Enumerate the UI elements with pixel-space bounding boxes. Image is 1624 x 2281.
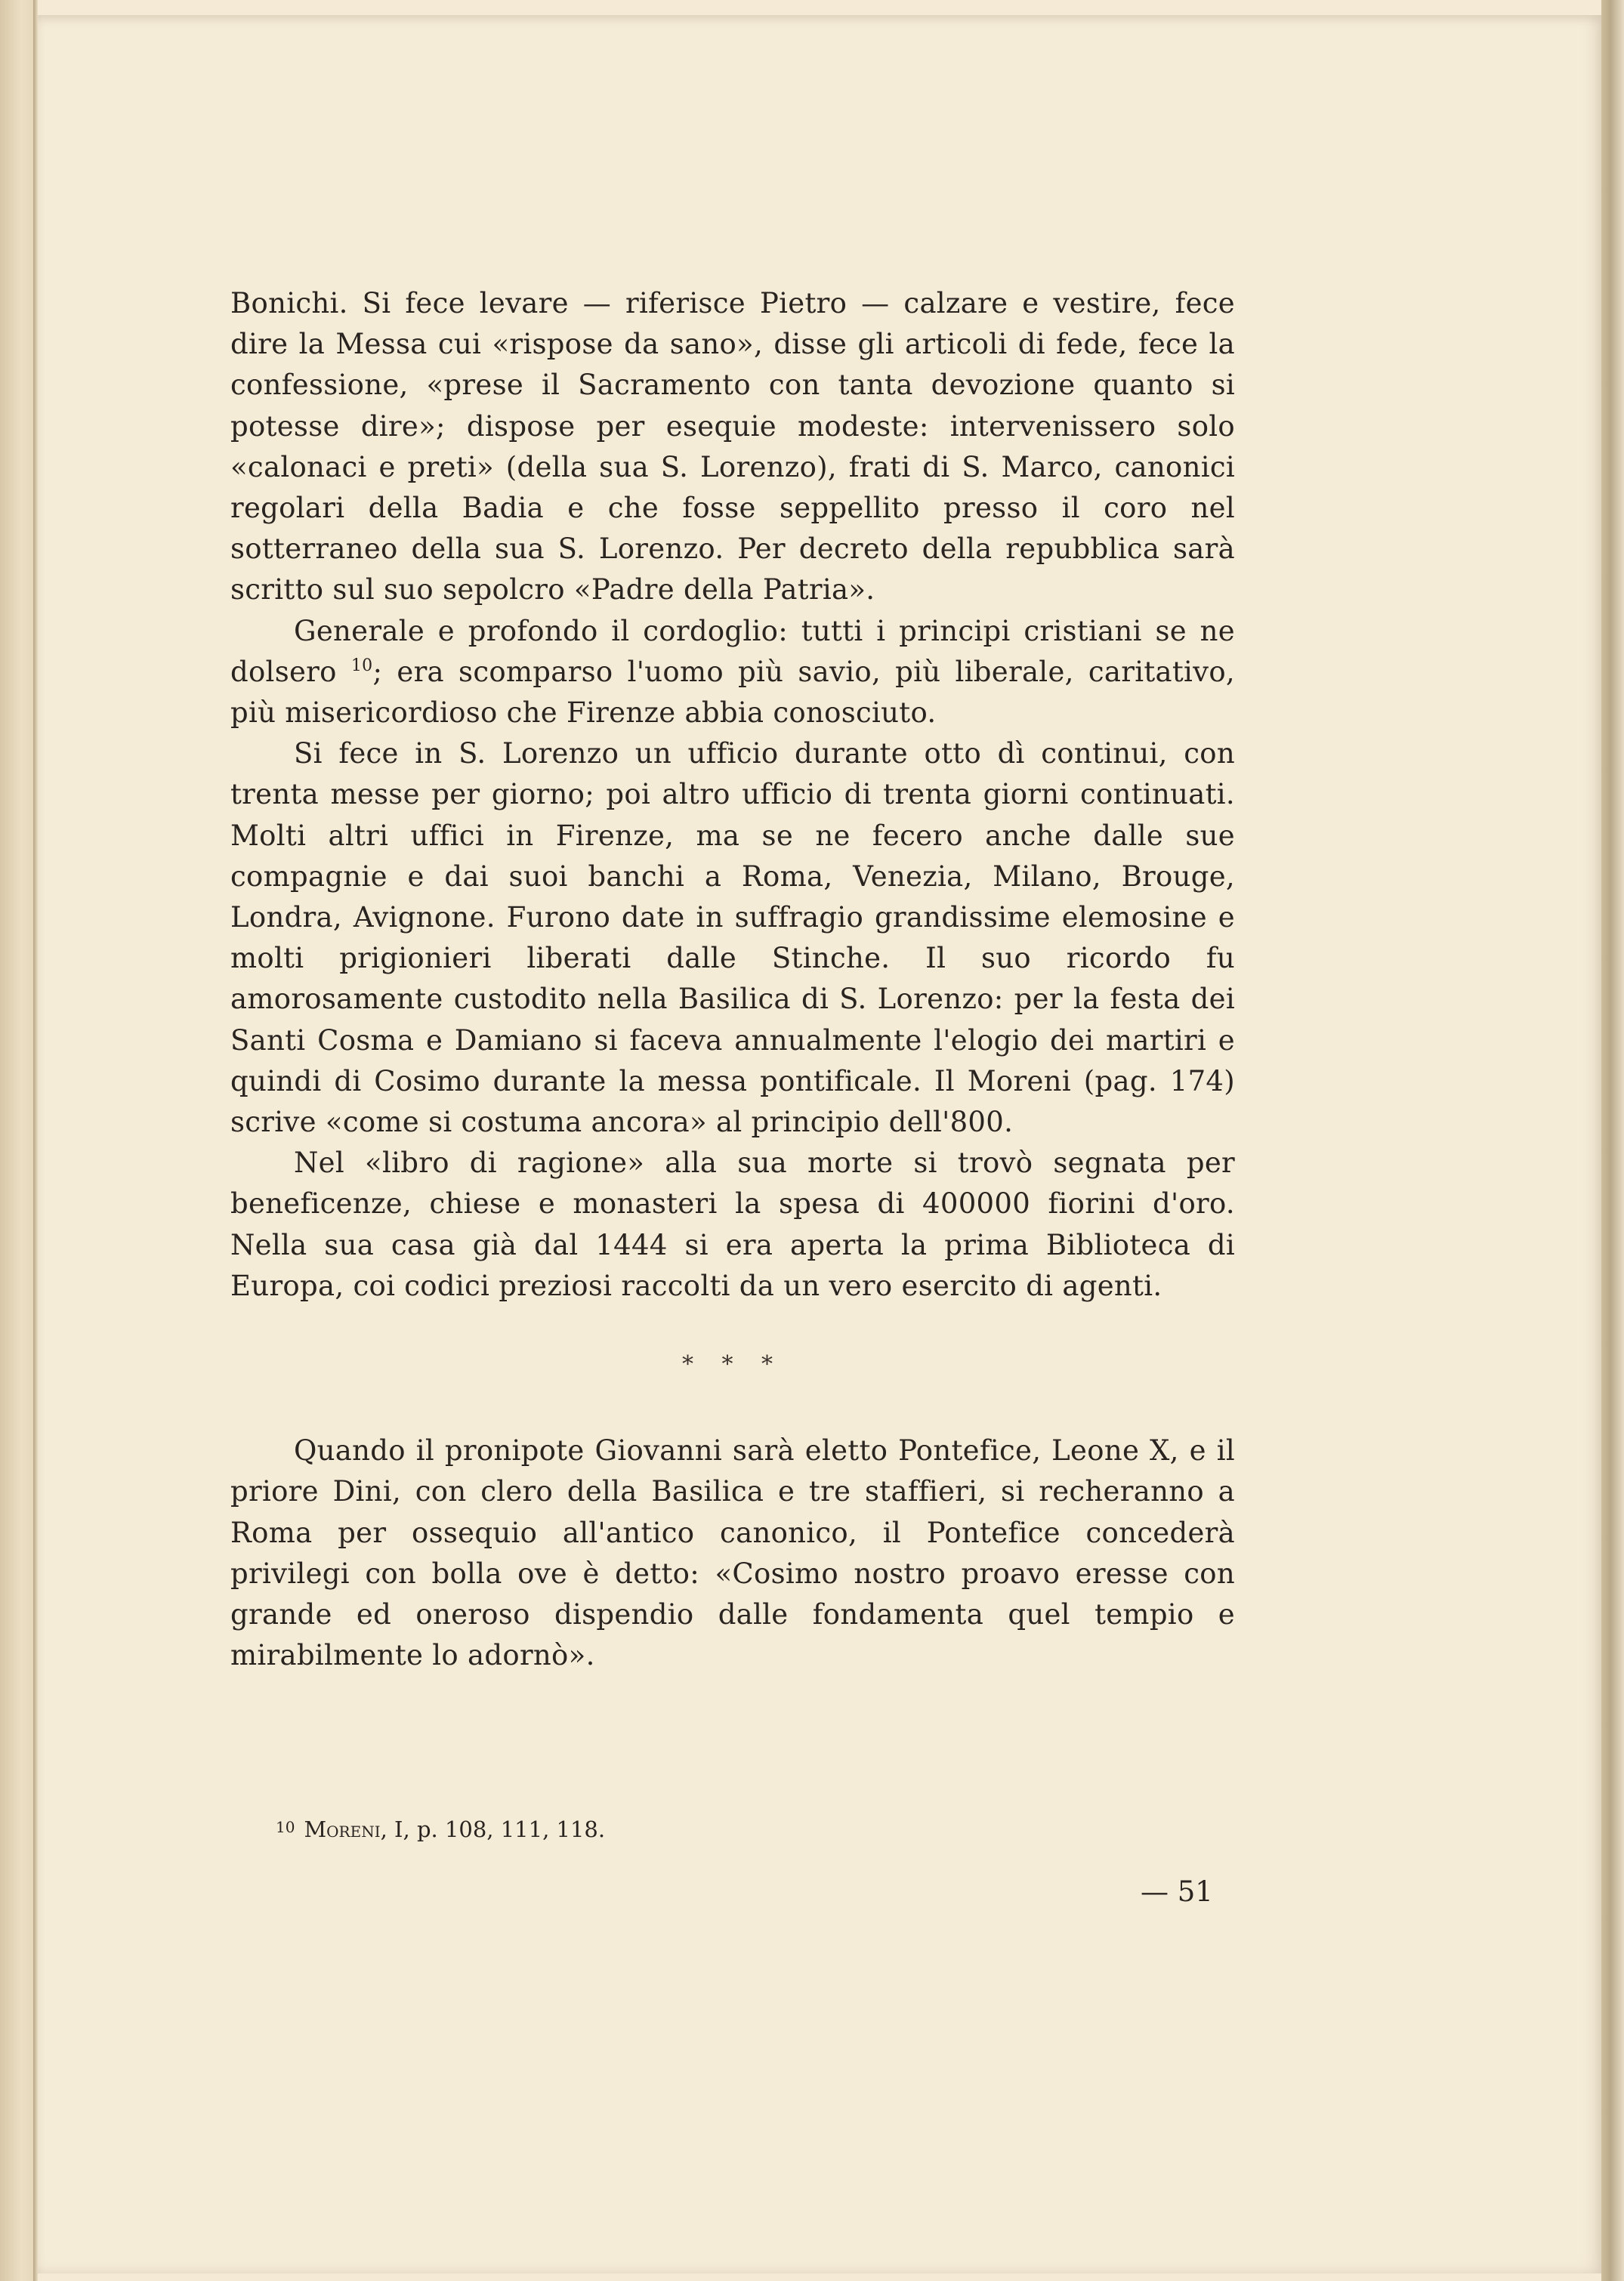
paragraph-3: Si fece in S. Lorenzo un ufficio durante otto dì continui, con trenta messe per giorno; poi altro ufficio di trenta giorni continuati. Molti altri uffici in Firenze, ma se ne fecero anche dalle sue compagnie e dai suoi banchi a Roma, Venezia, Milano, Brouge, Londra, Avignone. Furono date in suffragio grandissime elemosine e molti prigionieri liberati dalle Stinche. Il suo ricordo fu amorosamente custodito nella Basilica di S. Lorenzo: per la festa dei Santi Cosma e Damiano si faceva annualmente l'elogio dei martiri e quindi di Cosimo durante la messa pontificale. Il Moreni (pag. 174) scrive «come si costuma ancora» al principio dell'800. [230,737,1235,1139]
page-number: — 51 [1141,1875,1213,1908]
footnote-number: 10 [276,1818,295,1836]
footnote-reference: 10 [350,656,373,675]
body-text [230,283,1235,1677]
paragraph-1: Bonichi. Si fece levare — riferisce Pietro — calzare e vestire, fece dire la Messa cui «rispose da sano», disse gli articoli di fede, fece la confessione, «prese il Sacramento con tanta devozione quanto si potesse dire»; dispose per esequie modeste: intervenissero solo «calonaci e preti» (della sua S. Lorenzo), frati di S. Marco, canonici regolari della Badia e che fosse seppellito presso il coro nel sotterraneo della sua S. Lorenzo. Per decreto della repubblica sarà scritto sul suo sepolcro «Padre della Patria». [230,287,1235,607]
paragraph-2-start: Generale e profondo il cordoglio: tutti i principi cristiani se ne dolsero [230,614,1235,688]
left-page-edge [0,0,36,2281]
paragraph-4: Nel «libro di ragione» alla sua morte si trovò segnata per beneficenze, chiese e monasteri la spesa di 400000 fiorini d'oro. Nella sua casa già dal 1444 si era aperta la prima Biblioteca di Europa, coi codici preziosi raccolti da un vero esercito di agenti. [230,1147,1235,1302]
right-page-edge [1601,0,1624,2281]
footnote-citation: , I, p. 108, 111, 118. [380,1816,606,1842]
paragraph-2 [230,611,1235,734]
paragraph-2-end: ; era scomparso l'uomo più savio, più liberale, caritativo, più misericordioso che Firenze abbia conosciuto. [230,655,1235,730]
paragraph-5: Quando il pronipote Giovanni sarà eletto Pontefice, Leone X, e il priore Dini, con clero della Basilica e tre staffieri, si recheranno a Roma per ossequio all'antico canonico, il Pontefice concederà privilegi con bolla ove è detto: «Cosimo nostro proavo eresse con grande ed oneroso dispendio dalle fondamenta quel tempio e mirabilmente lo adornò». [230,1434,1235,1672]
footnote-author: Moreni [304,1816,381,1842]
footnote [276,1816,605,1842]
section-divider-asterisks: * * * [681,1351,784,1378]
